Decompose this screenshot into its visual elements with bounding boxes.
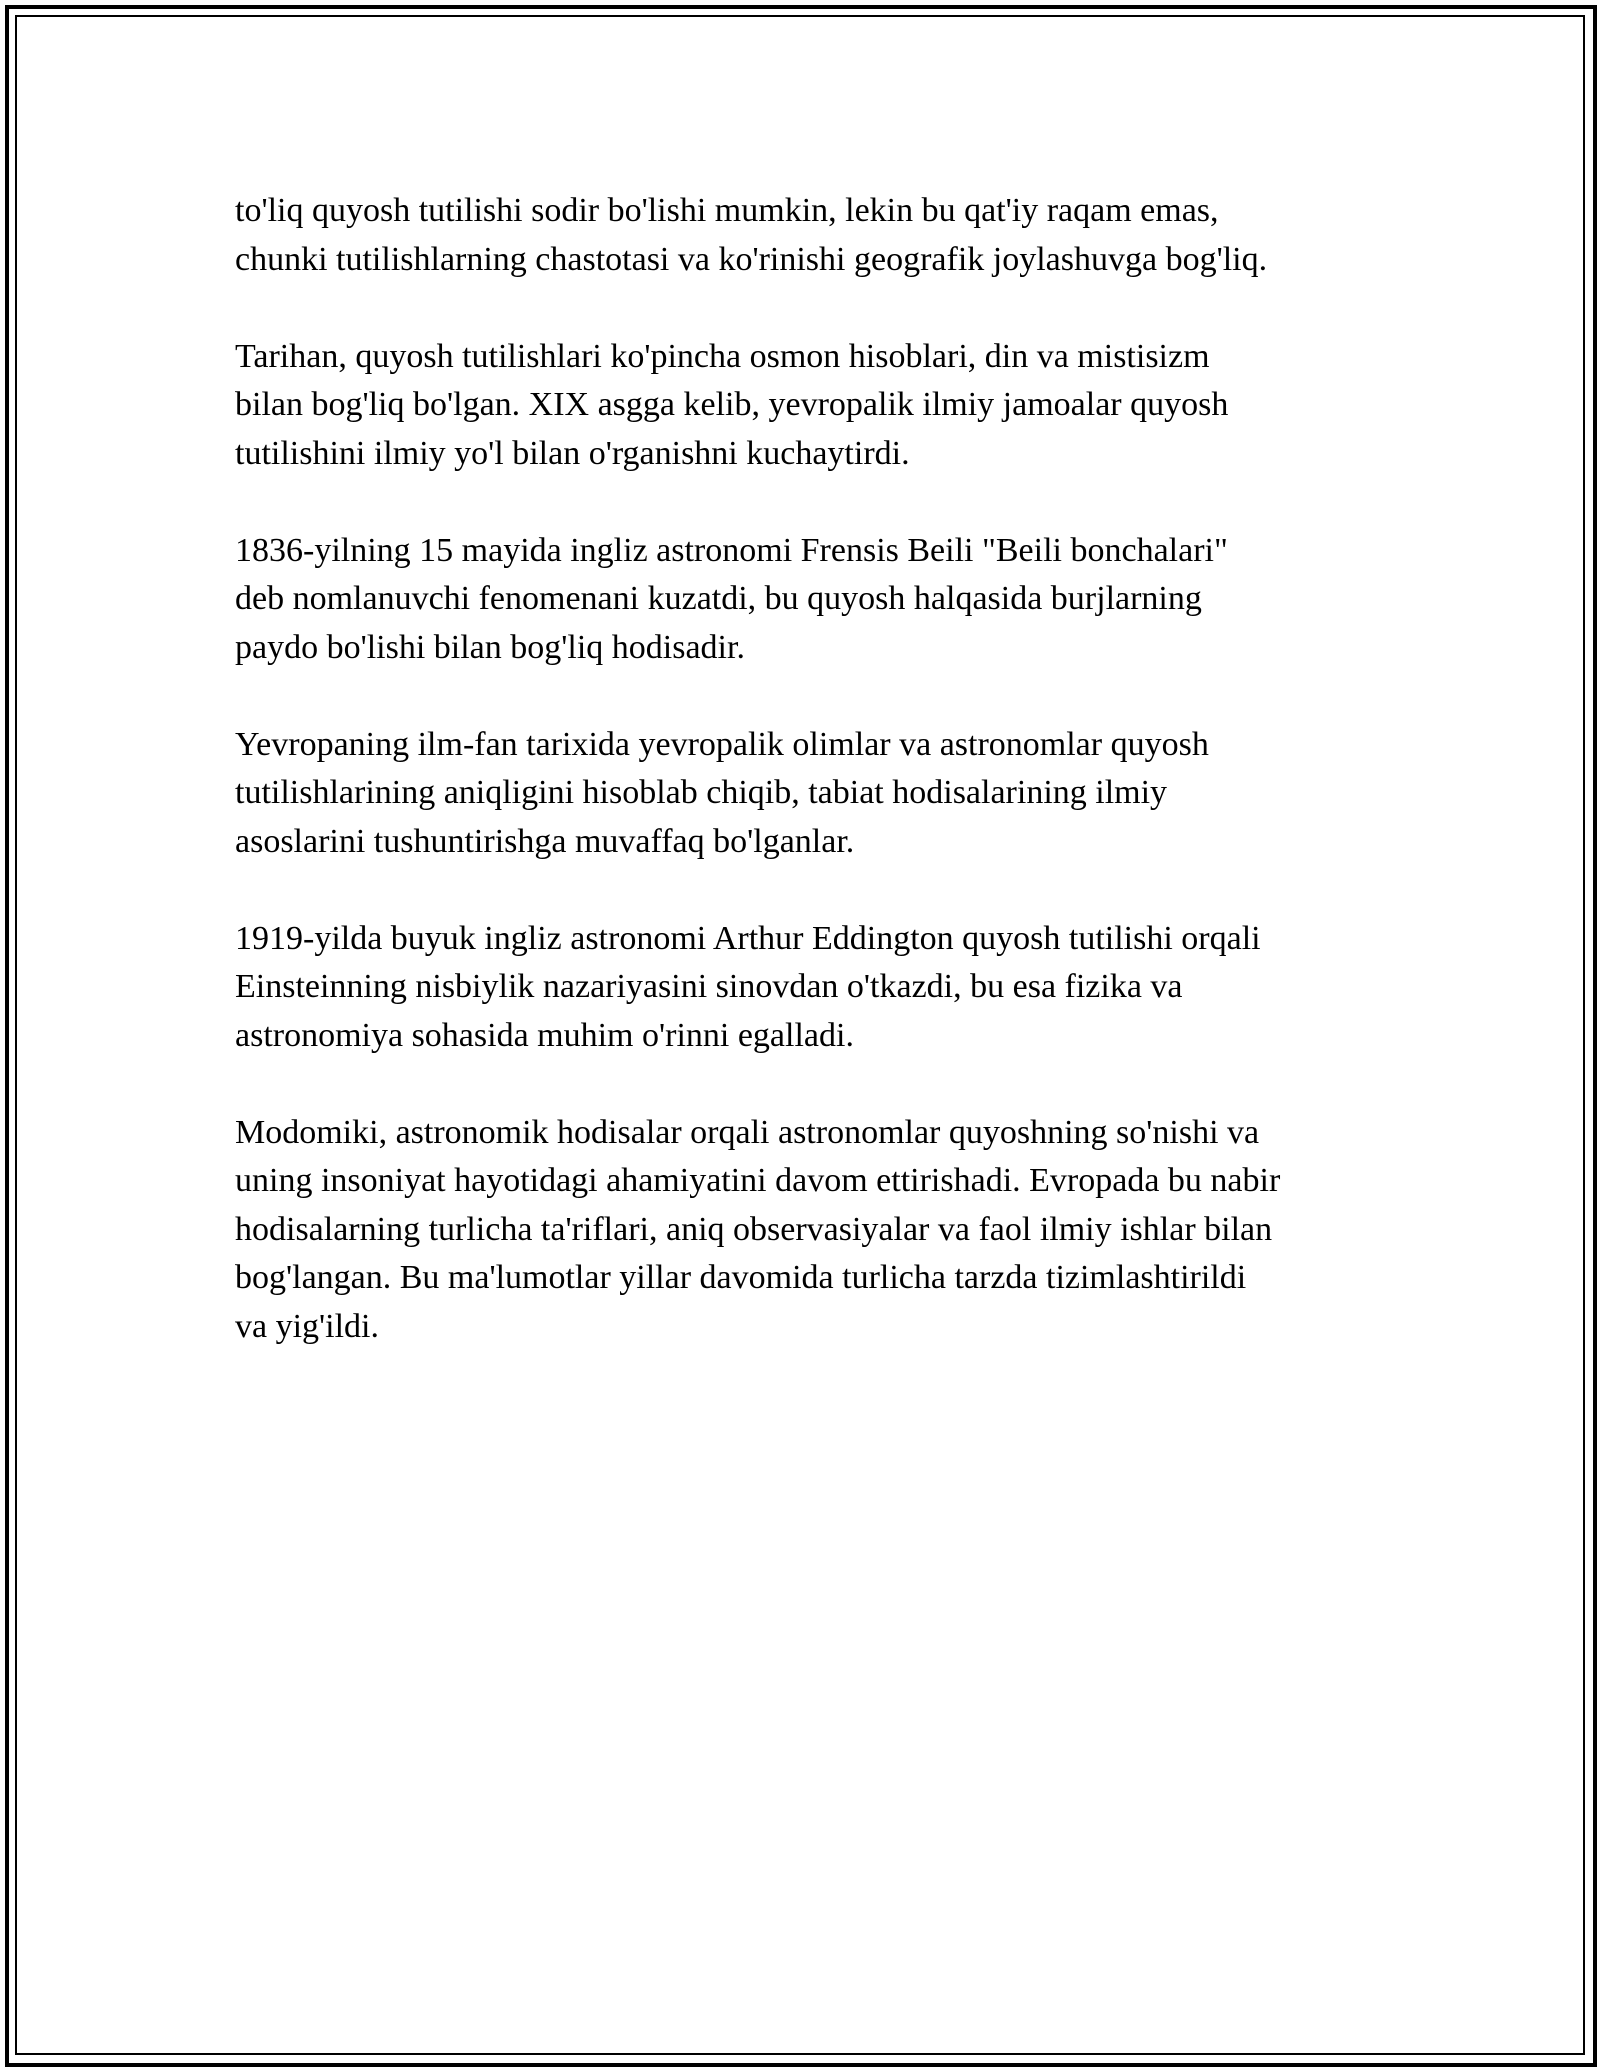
paragraph-eclipse-frequency: to'liq quyosh tutilishi sodir bo'lishi mumkin, lekin bu qat'iy raqam emas, chunki tutilishlarning chastotasi va ko'rinishi geografik joylashuvga bog'liq. [235,192,1268,278]
paragraph-conclusion: Modomiki, astronomik hodisalar orqali astronomlar quyoshning so'nishi va uning insoniyat hayotidagi ahamiyatini davom ettirishadi. Evropada bu nabir hodisalarning turlicha ta'riflari, aniq observasiyalar va faol ilmiy ishlar bilan bog'langan. Bu ma'lumotlar yillar davomida turlicha tarzda tizimlashtirildi va yig'ildi. [235,1113,1281,1345]
paragraph-eddington: 1919-yilda buyuk ingliz astronomi Arthur Eddington quyosh tutilishi orqali Einsteinning nisbiylik nazariyasini sinovdan o'tkazdi, bu esa fizika va astronomiya sohasida muhim o'rinni egalladi. [235,919,1261,1054]
paragraph-history: Tarihan, quyosh tutilishlari ko'pincha osmon hisoblari, din va mistisizm bilan bog'liq bo'lgan. XIX asgga kelib, yevropalik ilmiy jamoalar quyosh tutilishini ilmiy yo'l bilan o'rganishni kuchaytirdi. [235,337,1229,472]
paragraph-european-science: Yevropaning ilm-fan tarixida yevropalik olimlar va astronomlar quyosh tutilishlarining aniqligini hisoblab chiqib, tabiat hodisalarining ilmiy asoslarini tushuntirishga muvaffaq bo'lganlar. [235,725,1209,860]
paragraph-baily-beads: 1836-yilning 15 mayida ingliz astronomi Frensis Beili "Beili bonchalari" deb nomlanuvchi fenomenani kuzatdi, bu quyosh halqasida burjlarning paydo bo'lishi bilan bog'liq hodisadir. [235,531,1228,666]
document-body [235,187,1375,1400]
